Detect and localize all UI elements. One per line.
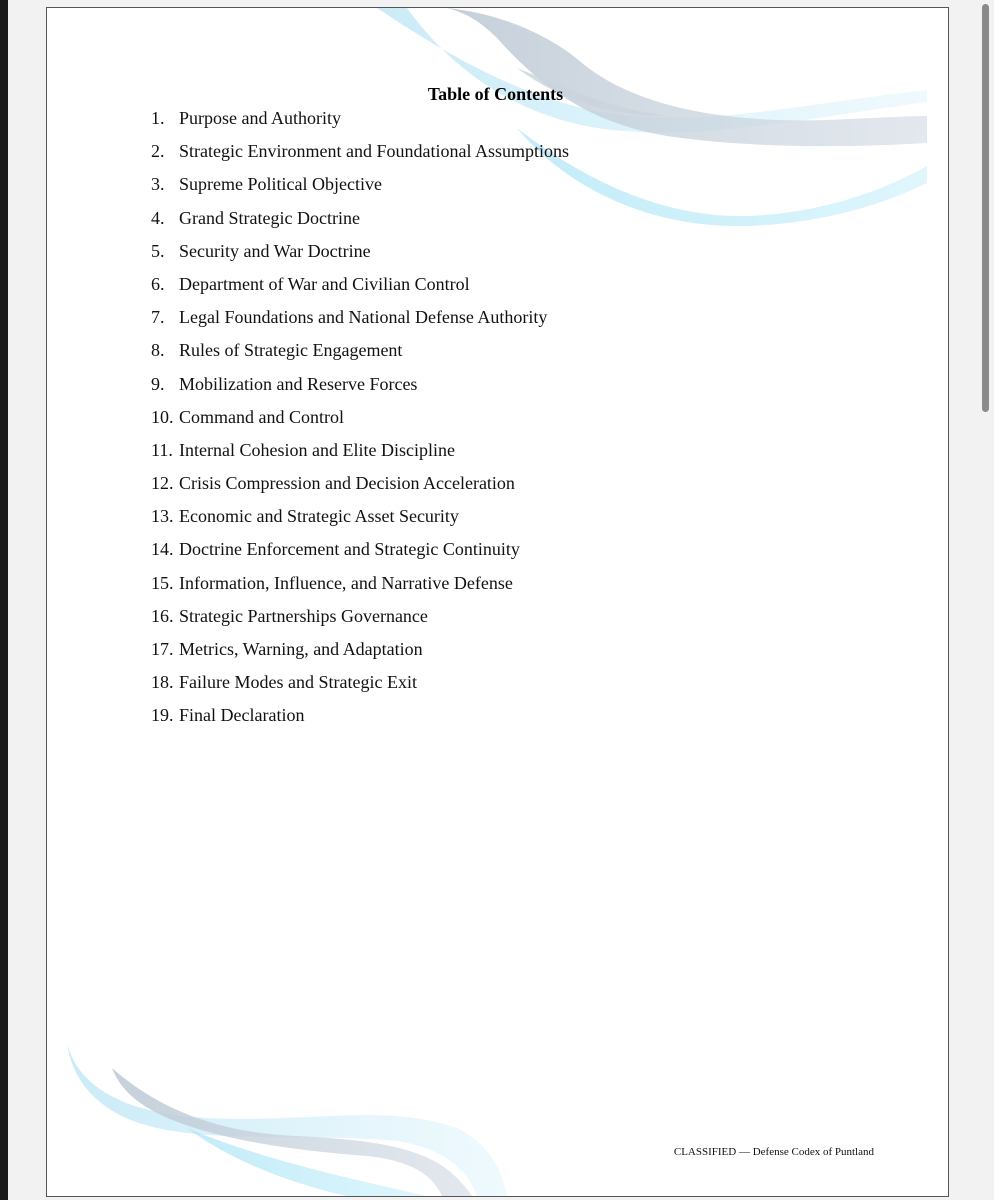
- toc-item-number: 19.: [151, 705, 174, 726]
- toc-item-label: Economic and Strategic Asset Security: [179, 506, 459, 527]
- toc-item: [151, 338, 569, 371]
- toc-item-number: 6.: [151, 273, 165, 294]
- toc-item-number: 13.: [151, 506, 174, 527]
- toc-item: [151, 637, 569, 670]
- toc-item-number: 12.: [151, 473, 174, 494]
- toc-item-number: 17.: [151, 639, 174, 659]
- toc-item-label: Final Declaration: [179, 705, 305, 726]
- toc-item: [151, 372, 569, 405]
- toc-item-number: 11.: [151, 439, 173, 460]
- toc-item-label: Metrics, Warning, and Adaptation: [179, 639, 423, 659]
- toc-item: [151, 504, 569, 537]
- toc-item-number: 14.: [151, 539, 174, 560]
- toc-item-number: 4.: [151, 207, 165, 228]
- toc-item: [151, 272, 569, 305]
- toc-item-label: Rules of Strategic Engagement: [179, 340, 403, 361]
- toc-item-label: Department of War and Civilian Control: [179, 273, 470, 294]
- toc-item: [151, 206, 569, 239]
- toc-item: [151, 239, 569, 272]
- toc-item: [151, 172, 569, 205]
- toc-item-label: Crisis Compression and Decision Acceleration: [179, 473, 515, 494]
- toc-item: [151, 405, 569, 438]
- toc-item-label: Grand Strategic Doctrine: [179, 207, 360, 228]
- toc-item: [151, 305, 569, 338]
- toc-item: [151, 438, 569, 471]
- toc-title: [47, 84, 948, 105]
- toc-item-label: Mobilization and Reserve Forces: [179, 373, 418, 394]
- toc-item-label: Doctrine Enforcement and Strategic Continuity: [179, 539, 520, 560]
- toc-item-label: Internal Cohesion and Elite Discipline: [179, 439, 455, 460]
- toc-item-label: Supreme Political Objective: [179, 174, 382, 195]
- toc-item-label: Security and War Doctrine: [179, 240, 371, 261]
- toc-item-label: Purpose and Authority: [179, 108, 341, 128]
- toc-list: [151, 106, 569, 737]
- toc-item: [151, 471, 569, 504]
- toc-item-number: 7.: [151, 307, 165, 328]
- toc-item-label: Failure Modes and Strategic Exit: [179, 672, 417, 693]
- toc-item: [151, 537, 569, 570]
- toc-item-label: Information, Influence, and Narrative Defense: [179, 572, 513, 593]
- toc-item-number: 18.: [151, 672, 174, 693]
- toc-title-text: Table of Contents: [427, 84, 564, 104]
- toc-item-label: Legal Foundations and National Defense Authority: [179, 307, 548, 328]
- vertical-scrollbar[interactable]: [978, 0, 994, 1200]
- toc-item-number: 3.: [151, 174, 165, 195]
- document-page: [46, 7, 949, 1197]
- toc-item-number: 5.: [151, 240, 165, 261]
- toc-item: [151, 604, 569, 637]
- toc-item-label: Strategic Environment and Foundational Assumptions: [179, 141, 569, 162]
- toc-item-number: 16.: [151, 605, 174, 626]
- toc-item: [151, 106, 569, 139]
- toc-item-label: Command and Control: [179, 406, 344, 427]
- toc-item: [151, 139, 569, 172]
- toc-item-number: 15.: [151, 572, 174, 593]
- toc-item-number: 9.: [151, 373, 165, 394]
- toc-item: [151, 670, 569, 703]
- toc-item-number: 1.: [151, 108, 165, 128]
- left-edge-bar: [0, 0, 8, 1200]
- toc-item-number: 2.: [151, 141, 165, 162]
- toc-item: [151, 703, 569, 736]
- toc-item-number: 8.: [151, 340, 165, 361]
- toc-item-number: 10.: [151, 406, 174, 427]
- page-footer: CLASSIFIED — Defense Codex of Puntland: [673, 1146, 874, 1158]
- toc-item-label: Strategic Partnerships Governance: [179, 605, 428, 626]
- scrollbar-thumb[interactable]: [982, 4, 989, 412]
- toc-item: [151, 571, 569, 604]
